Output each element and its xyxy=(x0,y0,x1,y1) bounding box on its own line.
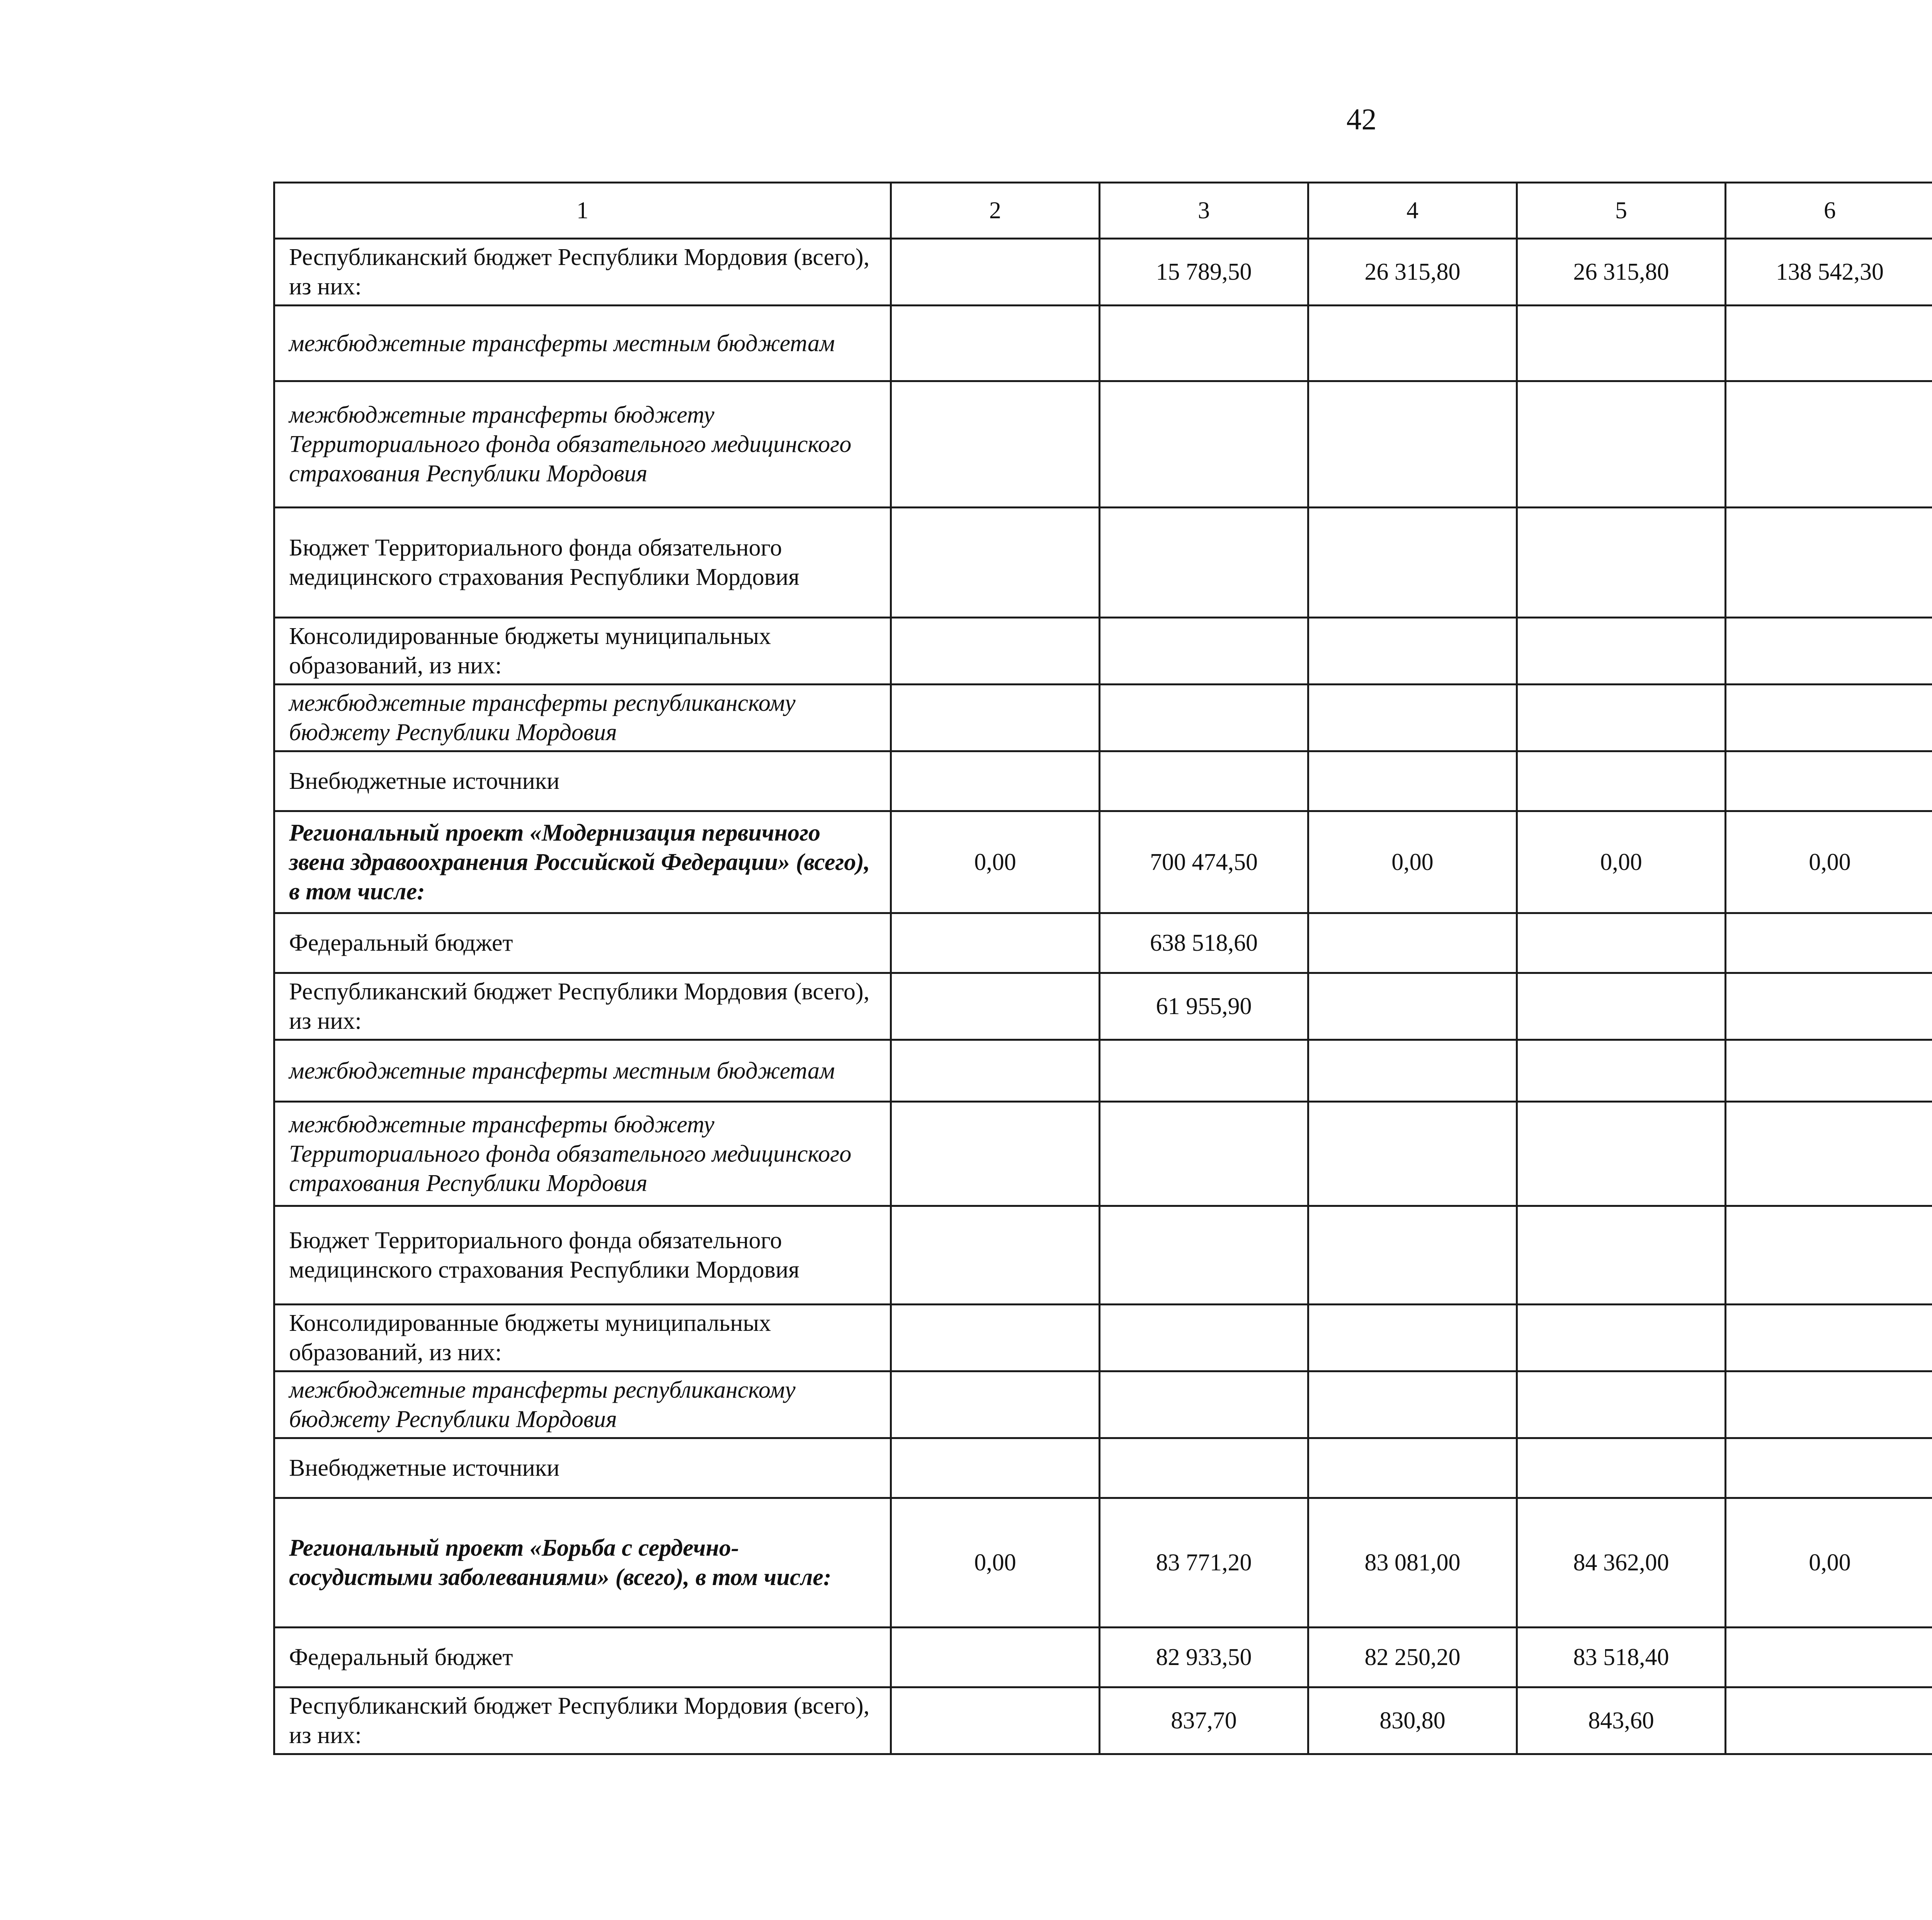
value-cell-col-5: 0,00 xyxy=(1517,811,1726,913)
value-cell-col-4: 83 081,00 xyxy=(1308,1498,1517,1628)
row-label: межбюджетные трансферты бюджету Территориального фонда обязательного медицинского страхования Республики Мордовия xyxy=(274,381,891,508)
value-cell-col-4: 26 315,80 xyxy=(1308,239,1517,306)
value-cell-col-3 xyxy=(1100,508,1308,618)
value-cell-col-4 xyxy=(1308,913,1517,973)
value-cell-col-3 xyxy=(1100,1438,1308,1498)
table-header-row xyxy=(274,183,1932,239)
value-cell-col-6 xyxy=(1726,685,1932,751)
value-cell-col-4 xyxy=(1308,1371,1517,1438)
value-cell-col-3 xyxy=(1100,618,1308,685)
row-label: Консолидированные бюджеты муниципальных образований, из них: xyxy=(274,1305,891,1371)
value-cell-col-4 xyxy=(1308,1040,1517,1102)
value-cell-col-2: 0,00 xyxy=(891,1498,1100,1628)
row-label: Федеральный бюджет xyxy=(274,1628,891,1687)
row-label: межбюджетные трансферты республиканскому бюджету Республики Мордовия xyxy=(274,1371,891,1438)
value-cell-col-6 xyxy=(1726,1305,1932,1371)
value-cell-col-3 xyxy=(1100,1305,1308,1371)
row-label: Республиканский бюджет Республики Мордовия (всего), из них: xyxy=(274,1687,891,1754)
value-cell-col-2 xyxy=(891,1102,1100,1206)
value-cell-col-6 xyxy=(1726,913,1932,973)
value-cell-col-6 xyxy=(1726,751,1932,811)
row-label: Бюджет Территориального фонда обязательного медицинского страхования Республики Мордовия xyxy=(274,508,891,618)
value-cell-col-5 xyxy=(1517,1102,1726,1206)
value-cell-col-4: 0,00 xyxy=(1308,811,1517,913)
value-cell-col-6 xyxy=(1726,508,1932,618)
value-cell-col-2: 0,00 xyxy=(891,811,1100,913)
table-row xyxy=(274,239,1932,306)
value-cell-col-2 xyxy=(891,508,1100,618)
value-cell-col-5 xyxy=(1517,685,1726,751)
header-cell: 4 xyxy=(1308,183,1517,239)
value-cell-col-6 xyxy=(1726,381,1932,508)
value-cell-col-3 xyxy=(1100,685,1308,751)
value-cell-col-6 xyxy=(1726,1687,1932,1754)
value-cell-col-4 xyxy=(1308,751,1517,811)
value-cell-col-5 xyxy=(1517,381,1726,508)
table-row xyxy=(274,1498,1932,1628)
row-label: Региональный проект «Модернизация первичного звена здравоохранения Российской Федерации» (всего), в том числе: xyxy=(274,811,891,913)
value-cell-col-6 xyxy=(1726,1371,1932,1438)
value-cell-col-2 xyxy=(891,685,1100,751)
value-cell-col-2 xyxy=(891,913,1100,973)
value-cell-col-4 xyxy=(1308,1305,1517,1371)
value-cell-col-4 xyxy=(1308,381,1517,508)
value-cell-col-2 xyxy=(891,1628,1100,1687)
table-row xyxy=(274,973,1932,1040)
value-cell-col-3 xyxy=(1100,306,1308,381)
table-row xyxy=(274,751,1932,811)
table-row xyxy=(274,1438,1932,1498)
value-cell-col-6 xyxy=(1726,1102,1932,1206)
value-cell-col-3: 700 474,50 xyxy=(1100,811,1308,913)
value-cell-col-6 xyxy=(1726,1206,1932,1305)
value-cell-col-3 xyxy=(1100,1102,1308,1206)
row-label: межбюджетные трансферты местным бюджетам xyxy=(274,1040,891,1102)
row-label: Внебюджетные источники xyxy=(274,751,891,811)
value-cell-col-6: 0,00 xyxy=(1726,811,1932,913)
value-cell-col-5 xyxy=(1517,306,1726,381)
value-cell-col-5: 26 315,80 xyxy=(1517,239,1726,306)
row-label: Внебюджетные источники xyxy=(274,1438,891,1498)
value-cell-col-4 xyxy=(1308,306,1517,381)
table-row xyxy=(274,811,1932,913)
value-cell-col-3 xyxy=(1100,1206,1308,1305)
value-cell-col-3 xyxy=(1100,381,1308,508)
budget-table xyxy=(273,182,1932,1755)
row-label: межбюджетные трансферты бюджету Территориального фонда обязательного медицинского страхования Республики Мордовия xyxy=(274,1102,891,1206)
page-number: 42 xyxy=(1346,102,1377,136)
value-cell-col-5: 84 362,00 xyxy=(1517,1498,1726,1628)
table-row xyxy=(274,913,1932,973)
value-cell-col-3: 61 955,90 xyxy=(1100,973,1308,1040)
value-cell-col-2 xyxy=(891,973,1100,1040)
value-cell-col-4: 830,80 xyxy=(1308,1687,1517,1754)
value-cell-col-2 xyxy=(891,381,1100,508)
value-cell-col-2 xyxy=(891,1438,1100,1498)
table-row xyxy=(274,1206,1932,1305)
value-cell-col-2 xyxy=(891,751,1100,811)
value-cell-col-4 xyxy=(1308,508,1517,618)
table-row xyxy=(274,685,1932,751)
value-cell-col-2 xyxy=(891,239,1100,306)
row-label: Республиканский бюджет Республики Мордовия (всего), из них: xyxy=(274,973,891,1040)
value-cell-col-3 xyxy=(1100,751,1308,811)
row-label: Федеральный бюджет xyxy=(274,913,891,973)
value-cell-col-4 xyxy=(1308,1206,1517,1305)
row-label: межбюджетные трансферты местным бюджетам xyxy=(274,306,891,381)
value-cell-col-3 xyxy=(1100,1371,1308,1438)
value-cell-col-2 xyxy=(891,618,1100,685)
row-label: Бюджет Территориального фонда обязательного медицинского страхования Республики Мордовия xyxy=(274,1206,891,1305)
table-row xyxy=(274,1305,1932,1371)
row-label: Республиканский бюджет Республики Мордовия (всего), из них: xyxy=(274,239,891,306)
row-label: Региональный проект «Борьба с сердечно-сосудистыми заболеваниями» (всего), в том числе: xyxy=(274,1498,891,1628)
value-cell-col-4 xyxy=(1308,618,1517,685)
value-cell-col-5 xyxy=(1517,1438,1726,1498)
table-row xyxy=(274,1371,1932,1438)
value-cell-col-3 xyxy=(1100,1040,1308,1102)
value-cell-col-5 xyxy=(1517,751,1726,811)
value-cell-col-3: 638 518,60 xyxy=(1100,913,1308,973)
row-label: межбюджетные трансферты республиканскому бюджету Республики Мордовия xyxy=(274,685,891,751)
value-cell-col-6 xyxy=(1726,1040,1932,1102)
value-cell-col-5 xyxy=(1517,1040,1726,1102)
value-cell-col-5 xyxy=(1517,1371,1726,1438)
value-cell-col-5 xyxy=(1517,1206,1726,1305)
value-cell-col-6 xyxy=(1726,1628,1932,1687)
value-cell-col-6 xyxy=(1726,618,1932,685)
value-cell-col-2 xyxy=(891,1206,1100,1305)
value-cell-col-2 xyxy=(891,1371,1100,1438)
value-cell-col-4 xyxy=(1308,973,1517,1040)
header-cell: 1 xyxy=(274,183,891,239)
value-cell-col-5 xyxy=(1517,508,1726,618)
table-row xyxy=(274,1687,1932,1754)
table-row xyxy=(274,618,1932,685)
header-cell: 2 xyxy=(891,183,1100,239)
value-cell-col-6 xyxy=(1726,1438,1932,1498)
value-cell-col-4 xyxy=(1308,685,1517,751)
table-row xyxy=(274,1102,1932,1206)
value-cell-col-2 xyxy=(891,1687,1100,1754)
value-cell-col-2 xyxy=(891,306,1100,381)
table-row xyxy=(274,508,1932,618)
value-cell-col-4 xyxy=(1308,1438,1517,1498)
value-cell-col-2 xyxy=(891,1040,1100,1102)
value-cell-col-6: 0,00 xyxy=(1726,1498,1932,1628)
value-cell-col-5 xyxy=(1517,618,1726,685)
table-row xyxy=(274,381,1932,508)
value-cell-col-4: 82 250,20 xyxy=(1308,1628,1517,1687)
value-cell-col-4 xyxy=(1308,1102,1517,1206)
value-cell-col-3: 15 789,50 xyxy=(1100,239,1308,306)
value-cell-col-5 xyxy=(1517,973,1726,1040)
table-row xyxy=(274,1628,1932,1687)
value-cell-col-2 xyxy=(891,1305,1100,1371)
value-cell-col-6: 138 542,30 xyxy=(1726,239,1932,306)
table-row xyxy=(274,306,1932,381)
value-cell-col-5: 843,60 xyxy=(1517,1687,1726,1754)
value-cell-col-5 xyxy=(1517,913,1726,973)
value-cell-col-6 xyxy=(1726,973,1932,1040)
table-row xyxy=(274,1040,1932,1102)
value-cell-col-3: 83 771,20 xyxy=(1100,1498,1308,1628)
value-cell-col-5 xyxy=(1517,1305,1726,1371)
value-cell-col-5: 83 518,40 xyxy=(1517,1628,1726,1687)
header-cell: 5 xyxy=(1517,183,1726,239)
header-cell: 6 xyxy=(1726,183,1932,239)
value-cell-col-6 xyxy=(1726,306,1932,381)
value-cell-col-3: 837,70 xyxy=(1100,1687,1308,1754)
header-cell: 3 xyxy=(1100,183,1308,239)
value-cell-col-3: 82 933,50 xyxy=(1100,1628,1308,1687)
row-label: Консолидированные бюджеты муниципальных образований, из них: xyxy=(274,618,891,685)
